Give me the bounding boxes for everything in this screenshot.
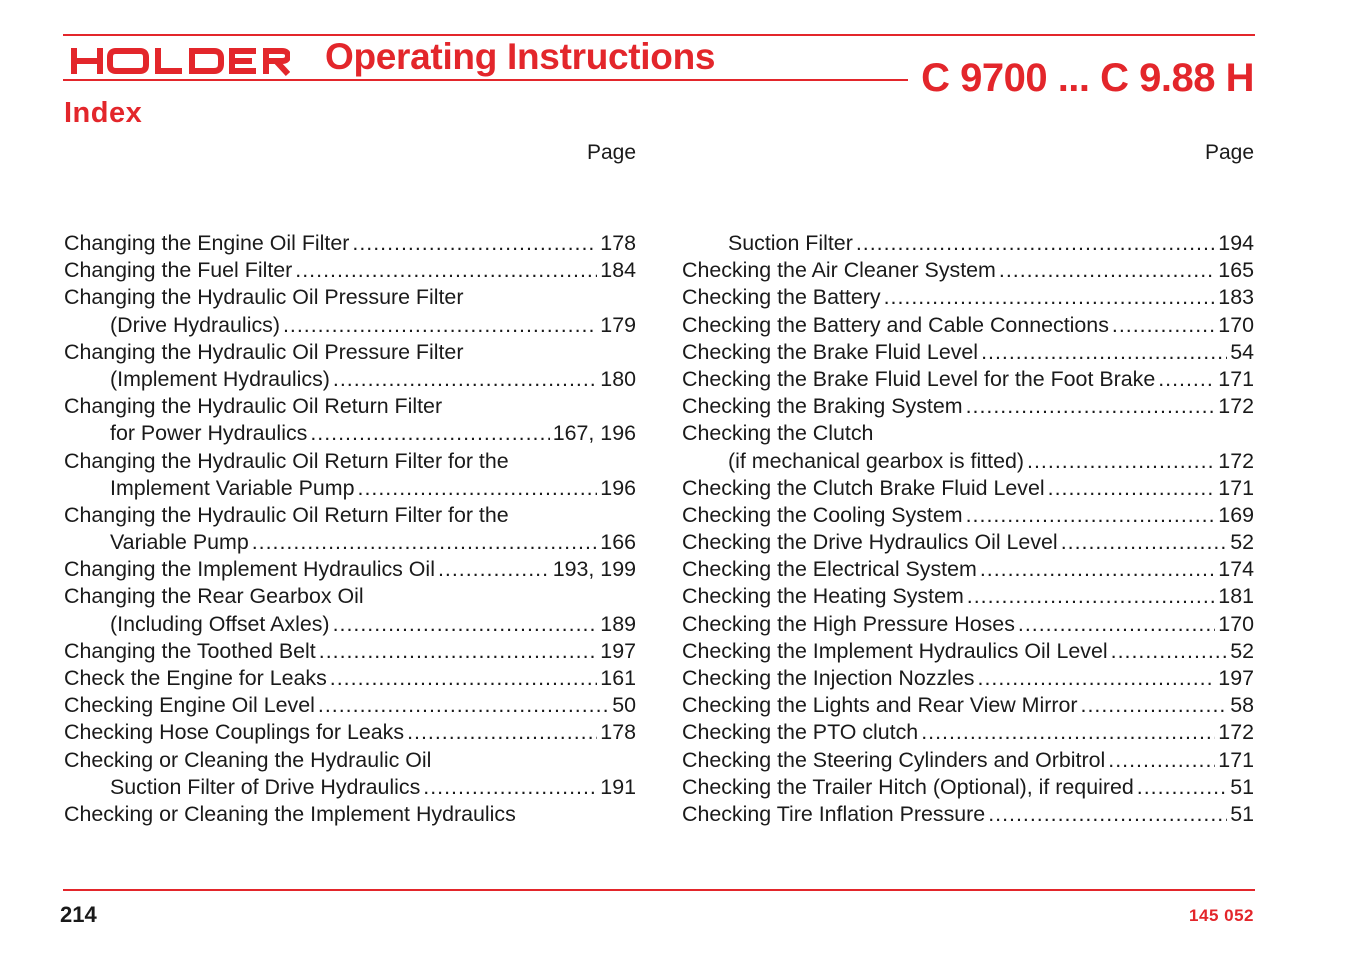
dot-leader [1108, 747, 1215, 774]
index-entry-text: Changing the Hydraulic Oil Return Filter [64, 394, 443, 419]
index-entry-text: Checking the Steering Cylinders and Orbitrol [682, 747, 1106, 772]
index-entry-text: Checking the Implement Hydraulics Oil Level [682, 638, 1108, 663]
index-entry-text: Checking or Cleaning the Implement Hydraulics [64, 801, 516, 826]
dot-leader [999, 257, 1215, 284]
index-entry-text: Checking Tire Inflation Pressure [682, 801, 986, 826]
index-entry-text: Checking Engine Oil Level [64, 693, 315, 718]
dot-leader [980, 556, 1215, 583]
index-entry-text: (Drive Hydraulics) [110, 312, 280, 337]
index-entry-text: Changing the Implement Hydraulics Oil [64, 557, 435, 582]
index-entry-page: 58 [1230, 693, 1254, 718]
index-entry-text: Suction Filter of Drive Hydraulics [110, 774, 421, 799]
index-entry-page: 171 [1218, 747, 1254, 772]
index-left-column [64, 230, 636, 828]
index-entry-text: Changing the Hydraulic Oil Pressure Filter [64, 285, 464, 310]
index-entry-page: 167, 196 [552, 421, 636, 446]
index-entry [682, 366, 1254, 393]
index-entry [682, 719, 1254, 746]
index-entry [64, 448, 636, 475]
dot-leader [1158, 366, 1215, 393]
index-entry-text: (Implement Hydraulics) [110, 366, 330, 391]
index-entry-text: Checking the PTO clutch [682, 720, 919, 745]
index-entry-text: Changing the Rear Gearbox Oil [64, 584, 364, 609]
index-entry-text: Changing the Toothed Belt [64, 638, 316, 663]
index-entry-text: Checking the Clutch Brake Fluid Level [682, 475, 1045, 500]
index-entry [64, 583, 636, 610]
index-entry [682, 529, 1254, 556]
index-entry [64, 366, 636, 393]
dot-leader [967, 583, 1216, 610]
index-entry-page: 180 [600, 366, 636, 391]
index-entry-page: 193, 199 [552, 557, 636, 582]
index-entry [64, 420, 636, 447]
index-entry [682, 638, 1254, 665]
section-title: Index [64, 97, 143, 129]
index-entry [64, 502, 636, 529]
dot-leader [330, 665, 598, 692]
dot-leader [1137, 774, 1227, 801]
index-entry-text: Checking the Battery and Cable Connections [682, 312, 1109, 337]
index-entry-text: (if mechanical gearbox is fitted) [728, 448, 1025, 473]
index-entry-page: 174 [1218, 557, 1254, 582]
dot-leader [295, 257, 597, 284]
index-entry [64, 529, 636, 556]
index-entry-page: 51 [1230, 774, 1254, 799]
dot-leader [966, 393, 1216, 420]
index-entry-page: 170 [1218, 611, 1254, 636]
index-entry-text: Variable Pump [110, 530, 249, 555]
index-entry [682, 774, 1254, 801]
index-entry-page: 50 [612, 693, 636, 718]
dot-leader [358, 475, 598, 502]
index-entry-text: Checking the Braking System [682, 394, 963, 419]
index-entry-text: Check the Engine for Leaks [64, 666, 327, 690]
index-entry-page: 196 [600, 475, 636, 500]
index-entry-text: Checking the Injection Nozzles [682, 666, 975, 690]
index-entry [682, 420, 1254, 447]
index-entry [682, 583, 1254, 610]
index-entry-text: Checking the Drive Hydraulics Oil Level [682, 530, 1058, 555]
index-entry-page: 171 [1218, 475, 1254, 500]
index-entry-text: Checking the High Pressure Hoses [682, 611, 1015, 636]
index-entry-text: for Power Hydraulics [110, 421, 308, 446]
index-entry [682, 312, 1254, 339]
title-underline [63, 79, 908, 81]
dot-leader [1018, 611, 1215, 638]
index-entry-page: 197 [1218, 666, 1254, 690]
index-entry [64, 801, 636, 828]
index-entry-page: 171 [1218, 366, 1254, 391]
dot-leader [1081, 692, 1228, 719]
index-entry-page: 189 [600, 611, 636, 636]
index-entry [682, 448, 1254, 475]
index-entry [64, 284, 636, 311]
dot-leader [981, 339, 1227, 366]
index-entry-page: 170 [1218, 312, 1254, 337]
left-page-column-header: Page [586, 141, 636, 164]
index-entry [64, 257, 636, 284]
dot-leader [921, 719, 1215, 746]
index-entry-page: 179 [600, 312, 636, 337]
holder-logo [70, 40, 290, 80]
index-entry [64, 393, 636, 420]
index-entry-page: 197 [600, 638, 636, 663]
index-entry-text: Changing the Fuel Filter [64, 258, 293, 283]
index-entry-text: Checking the Brake Fluid Level [682, 339, 979, 364]
index-entry [682, 339, 1254, 366]
index-entry [682, 747, 1254, 774]
dot-leader [856, 230, 1215, 257]
dot-leader [333, 366, 597, 393]
dot-leader [310, 420, 549, 447]
index-entry [682, 393, 1254, 420]
footer-rule [63, 889, 1255, 891]
index-entry-text: Checking the Brake Fluid Level for the Foot Brake [682, 366, 1156, 391]
dot-leader [988, 801, 1227, 828]
index-entry [682, 611, 1254, 638]
dot-leader [252, 529, 598, 556]
index-entry-text: Changing the Hydraulic Oil Pressure Filter [64, 339, 464, 364]
index-entry-text: Checking the Battery [682, 285, 881, 310]
dot-leader [1027, 448, 1215, 475]
index-entry-text: Checking the Clutch [682, 421, 874, 446]
index-entry-text: Checking the Heating System [682, 584, 964, 609]
model-title: C 9700 ... C 9.88 H [921, 56, 1254, 100]
dot-leader [1061, 529, 1228, 556]
dot-leader [318, 692, 609, 719]
dot-leader [283, 312, 597, 339]
index-entry [682, 665, 1254, 692]
index-entry-page: 178 [600, 231, 636, 255]
index-entry [682, 230, 1254, 257]
index-entry [682, 556, 1254, 583]
index-entry-page: 178 [600, 720, 636, 745]
index-entry [64, 692, 636, 719]
dot-leader [1112, 312, 1215, 339]
index-entry-page: 191 [600, 774, 636, 799]
index-entry-page: 172 [1218, 720, 1254, 745]
index-entry [64, 312, 636, 339]
dot-leader [884, 284, 1216, 311]
index-entry-page: 165 [1218, 258, 1254, 283]
index-entry [64, 230, 636, 257]
index-entry-text: Checking the Electrical System [682, 557, 977, 582]
dot-leader [319, 638, 598, 665]
index-entry-page: 183 [1218, 285, 1254, 310]
index-entry [64, 665, 636, 692]
index-entry-page: 172 [1218, 448, 1254, 473]
index-entry [64, 747, 636, 774]
dot-leader [966, 502, 1216, 529]
dot-leader [407, 719, 597, 746]
index-entry-page: 184 [600, 258, 636, 283]
index-entry [64, 475, 636, 502]
index-entry-text: Changing the Engine Oil Filter [64, 231, 350, 255]
index-entry [64, 611, 636, 638]
dot-leader [423, 774, 597, 801]
index-entry-text: Checking the Cooling System [682, 502, 963, 527]
index-entry-page: 169 [1218, 502, 1254, 527]
index-entry-page: 161 [600, 666, 636, 690]
index-entry [682, 692, 1254, 719]
index-entry [682, 801, 1254, 828]
dot-leader [1048, 475, 1216, 502]
index-right-column [682, 230, 1254, 828]
index-entry-page: 52 [1230, 638, 1254, 663]
index-entry-page: 166 [600, 530, 636, 555]
dot-leader [438, 556, 550, 583]
index-entry-text: Checking the Trailer Hitch (Optional), if required [682, 774, 1134, 799]
index-entry [64, 638, 636, 665]
right-page-column-header: Page [1204, 141, 1254, 164]
dot-leader [333, 611, 598, 638]
index-entry-page: 52 [1230, 530, 1254, 555]
index-entry-text: Checking the Lights and Rear View Mirror [682, 693, 1078, 718]
index-entry-text: Changing the Hydraulic Oil Return Filter for the [64, 502, 509, 527]
index-entry-text: (Including Offset Axles) [110, 611, 330, 636]
dot-leader [978, 665, 1216, 692]
index-entry-page: 54 [1230, 339, 1254, 364]
dot-leader [1111, 638, 1228, 665]
index-entry-text: Checking Hose Couplings for Leaks [64, 720, 405, 745]
index-entry [682, 502, 1254, 529]
index-entry-text: Checking the Air Cleaner System [682, 258, 996, 283]
document-title: Operating Instructions [325, 36, 716, 77]
index-entry [682, 475, 1254, 502]
index-entry-page: 194 [1218, 231, 1254, 255]
index-entry-text: Suction Filter [728, 231, 853, 255]
index-entry-text: Checking or Cleaning the Hydraulic Oil [64, 747, 432, 772]
index-entry [64, 719, 636, 746]
index-entry [64, 339, 636, 366]
index-entry [64, 774, 636, 801]
index-entry-page: 181 [1218, 584, 1254, 609]
index-entry [682, 284, 1254, 311]
index-entry-text: Changing the Hydraulic Oil Return Filter for the [64, 448, 509, 473]
dot-leader [352, 230, 597, 257]
document-code: 145 052 [1189, 906, 1254, 925]
index-entry-page: 172 [1218, 394, 1254, 419]
page-number: 214 [60, 902, 97, 927]
index-entry [682, 257, 1254, 284]
index-entry-page: 51 [1230, 801, 1254, 826]
index-entry [64, 556, 636, 583]
index-entry-text: Implement Variable Pump [110, 475, 355, 500]
